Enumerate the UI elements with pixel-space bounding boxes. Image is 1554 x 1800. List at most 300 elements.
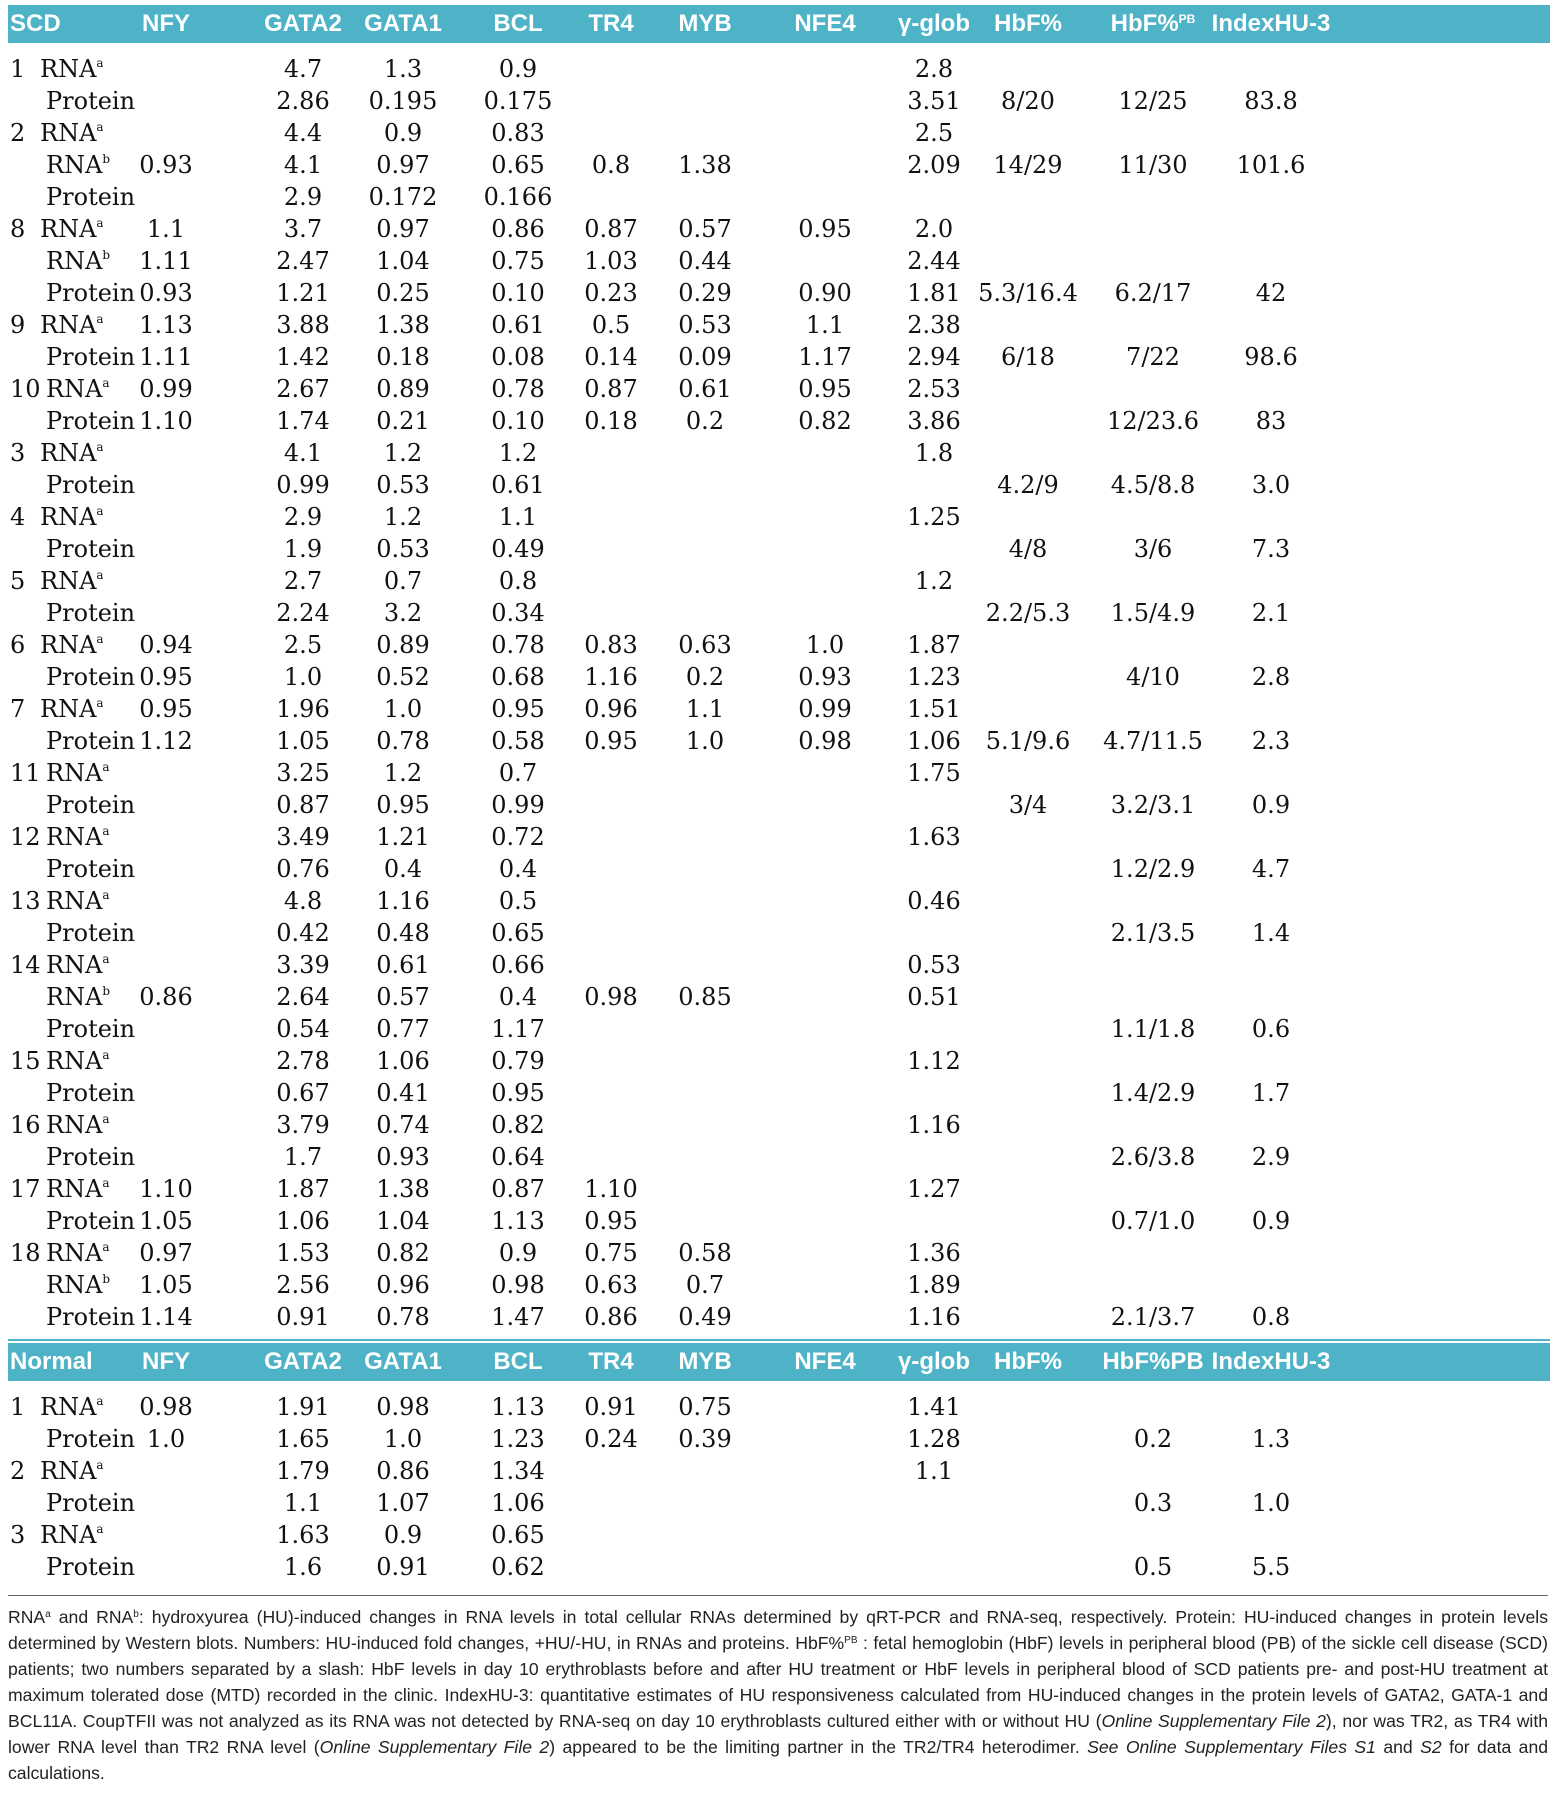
sample-type-label: Protein [46, 279, 136, 307]
sample-type-label: Protein [46, 471, 136, 499]
cell-myb: 1.1 [685, 695, 725, 723]
sample-type [40, 437, 104, 469]
cell-gglob: 1.63 [907, 823, 961, 851]
cell-bcl: 0.68 [491, 663, 545, 691]
cell-gglob: 1.36 [907, 1239, 961, 1267]
sample-type-label: Protein [46, 663, 136, 691]
cell-bcl: 0.65 [491, 919, 545, 947]
cell-gata1: 0.25 [376, 279, 430, 307]
cell-myb: 0.39 [678, 1425, 732, 1453]
cell-bcl: 0.08 [491, 343, 545, 371]
cell-index: 2.8 [1251, 663, 1291, 691]
cell-gglob: 1.06 [907, 727, 961, 755]
cell-gata1: 0.48 [376, 919, 430, 947]
cell-myb: 0.63 [678, 631, 732, 659]
footnote-sup: a [45, 1609, 51, 1620]
cell-gata1: 0.89 [376, 631, 430, 659]
sample-type-label: RNA [46, 759, 103, 787]
cell-gata2: 3.79 [276, 1111, 330, 1139]
sample-type-sup: b [102, 248, 111, 262]
cell-gata1: 3.2 [383, 599, 423, 627]
sample-type-label: RNA [46, 1111, 103, 1139]
cell-nfy: 1.05 [139, 1207, 193, 1235]
table-row [8, 629, 1550, 661]
cell-gata1: 0.78 [376, 1303, 430, 1331]
cell-nfy: 1.0 [146, 1425, 186, 1453]
cell-nfy: 0.99 [139, 375, 193, 403]
col-header-index-hu3: IndexHU-3 [1211, 1348, 1331, 1375]
cell-gglob: 2.09 [907, 151, 961, 179]
col-header-bcl: BCL [493, 1348, 543, 1375]
sample-type [46, 789, 135, 821]
cell-gata2: 2.86 [276, 87, 330, 115]
cell-gglob: 3.86 [907, 407, 961, 435]
cell-nfe4: 0.95 [798, 215, 852, 243]
cell-gglob: 1.2 [914, 567, 954, 595]
cell-hbfpb: 11/30 [1118, 151, 1188, 179]
sample-type [46, 1205, 135, 1237]
cell-bcl: 0.4 [498, 855, 538, 883]
cell-gata1: 1.38 [376, 311, 430, 339]
cell-nfe4: 1.1 [805, 311, 845, 339]
col-header-hbf: HbF% [994, 10, 1062, 37]
cell-gata1: 1.04 [376, 1207, 430, 1235]
cell-gglob: 1.23 [907, 663, 961, 691]
cell-bcl: 1.13 [491, 1393, 545, 1421]
cell-tr4: 0.98 [584, 983, 638, 1011]
cell-nfy: 0.93 [139, 151, 193, 179]
cell-gata2: 1.74 [276, 407, 330, 435]
table-row [8, 693, 1550, 725]
cell-tr4: 0.23 [584, 279, 638, 307]
cell-bcl: 0.58 [491, 727, 545, 755]
footnote-sup: b [133, 1609, 139, 1620]
patient-id: 2 [10, 119, 26, 147]
table-row [8, 789, 1550, 821]
sample-type [46, 181, 135, 213]
table-row [8, 53, 1550, 85]
cell-gata1: 0.9 [383, 119, 423, 147]
cell-myb: 0.61 [678, 375, 732, 403]
cell-tr4: 0.91 [584, 1393, 638, 1421]
sample-type [46, 757, 110, 789]
cell-gata2: 1.87 [276, 1175, 330, 1203]
cell-gata1: 0.97 [376, 215, 430, 243]
cell-gglob: 0.46 [907, 887, 961, 915]
table-row [8, 917, 1550, 949]
sample-type [46, 1045, 110, 1077]
sample-type [46, 1551, 135, 1583]
sample-type-label: Protein [46, 407, 136, 435]
cell-myb: 0.09 [678, 343, 732, 371]
cell-myb: 0.85 [678, 983, 732, 1011]
table-row [8, 1423, 1550, 1455]
cell-gata1: 1.2 [383, 439, 423, 467]
patient-id: 3 [10, 1521, 26, 1549]
table-row [8, 181, 1550, 213]
sample-type [46, 469, 135, 501]
cell-gglob: 1.81 [907, 279, 961, 307]
cell-index: 0.9 [1251, 791, 1291, 819]
sample-type [46, 597, 135, 629]
cell-gglob: 3.51 [907, 87, 961, 115]
sample-type [46, 341, 135, 373]
cell-tr4: 0.63 [584, 1271, 638, 1299]
table-row [8, 885, 1550, 917]
sample-type [40, 53, 104, 85]
col-header-gata1: GATA1 [364, 10, 442, 37]
cell-myb: 1.38 [678, 151, 732, 179]
cell-gata1: 1.38 [376, 1175, 430, 1203]
sample-type-label: RNA [40, 1521, 97, 1549]
table-row [8, 1391, 1550, 1423]
col-header-index-hu3: IndexHU-3 [1211, 10, 1331, 37]
cell-gata1: 0.98 [376, 1393, 430, 1421]
cell-bcl: 1.34 [491, 1457, 545, 1485]
cell-tr4: 0.95 [584, 727, 638, 755]
data-table [8, 5, 1550, 1583]
table-row [8, 725, 1550, 757]
sample-type-label: Protein [46, 599, 136, 627]
cell-gata2: 1.91 [276, 1393, 330, 1421]
footnote-reference: Online Supplementary File 2 [319, 1737, 550, 1757]
sample-type-label: Protein [46, 343, 136, 371]
cell-index: 0.8 [1251, 1303, 1291, 1331]
sample-type-label: Protein [46, 535, 136, 563]
sample-type-sup: a [96, 632, 104, 646]
cell-gata2: 1.42 [276, 343, 330, 371]
cell-bcl: 0.34 [491, 599, 545, 627]
sample-type [46, 1301, 135, 1333]
cell-gglob: 1.89 [907, 1271, 961, 1299]
cell-nfe4: 0.82 [798, 407, 852, 435]
cell-nfy: 0.98 [139, 1393, 193, 1421]
sample-type-label: RNA [46, 951, 103, 979]
cell-gata2: 3.88 [276, 311, 330, 339]
sample-type-label: RNA [46, 1175, 103, 1203]
table-footnote [8, 1595, 1548, 1786]
cell-myb: 0.75 [678, 1393, 732, 1421]
table-row [8, 469, 1550, 501]
cell-tr4: 0.18 [584, 407, 638, 435]
patient-id: 10 [10, 375, 41, 403]
patient-id: 2 [10, 1457, 26, 1485]
table-row [8, 1551, 1550, 1583]
cell-bcl: 0.49 [491, 535, 545, 563]
sample-type-label: RNA [46, 151, 103, 179]
col-header-tr4: TR4 [588, 1348, 634, 1375]
cell-bcl: 0.10 [491, 279, 545, 307]
cell-gata1: 0.74 [376, 1111, 430, 1139]
footnote-reference: See Online Supplementary Files S1 [1087, 1737, 1376, 1757]
sample-type-label: RNA [46, 887, 103, 915]
cell-hbfpb: 7/22 [1126, 343, 1180, 371]
sample-type-sup: a [102, 1048, 110, 1062]
cell-bcl: 0.64 [491, 1143, 545, 1171]
cell-nfy: 0.93 [139, 279, 193, 307]
sample-type-label: RNA [40, 215, 97, 243]
cell-tr4: 1.10 [584, 1175, 638, 1203]
cell-myb: 0.49 [678, 1303, 732, 1331]
cell-hbf: 5.1/9.6 [985, 727, 1071, 755]
cell-bcl: 0.10 [491, 407, 545, 435]
sample-type-label: RNA [40, 567, 97, 595]
cell-bcl: 0.79 [491, 1047, 545, 1075]
sample-type-label: RNA [40, 631, 97, 659]
sample-type [46, 821, 110, 853]
cell-gglob: 1.8 [914, 439, 954, 467]
cell-myb: 0.57 [678, 215, 732, 243]
cell-tr4: 0.96 [584, 695, 638, 723]
cell-index: 42 [1255, 279, 1287, 307]
cell-gglob: 2.0 [914, 215, 954, 243]
sample-type-label: Protein [46, 1553, 136, 1581]
patient-id: 4 [10, 503, 26, 531]
table-row [8, 437, 1550, 469]
cell-nfe4: 0.99 [798, 695, 852, 723]
cell-gata1: 1.0 [383, 1425, 423, 1453]
sample-type-sup: a [102, 1112, 110, 1126]
table-row [8, 213, 1550, 245]
table-row [8, 1301, 1550, 1333]
sample-type-label: Protein [46, 87, 136, 115]
cell-gata2: 3.25 [276, 759, 330, 787]
cell-gata2: 1.21 [276, 279, 330, 307]
sample-type-sup: a [102, 760, 110, 774]
cell-index: 98.6 [1244, 343, 1298, 371]
cell-gata1: 1.0 [383, 695, 423, 723]
cell-gata2: 1.9 [283, 535, 323, 563]
sample-type [46, 405, 135, 437]
sample-type-label: RNA [46, 1047, 103, 1075]
cell-nfy: 0.97 [139, 1239, 193, 1267]
sample-type-label: Protein [46, 1207, 136, 1235]
sample-type [46, 661, 135, 693]
cell-gata1: 0.4 [383, 855, 423, 883]
cell-bcl: 0.95 [491, 695, 545, 723]
cell-tr4: 0.24 [584, 1425, 638, 1453]
sample-type [40, 1455, 104, 1487]
cell-gata2: 0.87 [276, 791, 330, 819]
cell-nfy: 1.13 [139, 311, 193, 339]
col-header-nfy: NFY [142, 10, 190, 37]
scd-header-row [8, 5, 1550, 43]
cell-gata2: 3.39 [276, 951, 330, 979]
cell-hbf: 6/18 [1001, 343, 1055, 371]
cell-gata1: 0.96 [376, 1271, 430, 1299]
col-header-gata1: GATA1 [364, 1348, 442, 1375]
cell-index: 7.3 [1251, 535, 1291, 563]
cell-gata1: 1.04 [376, 247, 430, 275]
cell-gglob: 1.27 [907, 1175, 961, 1203]
patient-id: 7 [10, 695, 26, 723]
cell-bcl: 0.82 [491, 1111, 545, 1139]
cell-index: 4.7 [1251, 855, 1291, 883]
patient-id: 6 [10, 631, 26, 659]
cell-gglob: 1.25 [907, 503, 961, 531]
cell-gata2: 2.67 [276, 375, 330, 403]
cell-myb: 1.0 [685, 727, 725, 755]
cell-gglob: 1.28 [907, 1425, 961, 1453]
cell-gata2: 1.7 [283, 1143, 323, 1171]
cell-gata1: 0.86 [376, 1457, 430, 1485]
cell-gata1: 1.3 [383, 55, 423, 83]
cell-hbfpb: 4.7/11.5 [1103, 727, 1203, 755]
cell-gglob: 1.87 [907, 631, 961, 659]
sample-type [40, 629, 104, 661]
cell-gata1: 1.21 [376, 823, 430, 851]
sample-type-label: Protein [46, 183, 136, 211]
patient-id: 9 [10, 311, 26, 339]
sample-type-label: RNA [40, 1393, 97, 1421]
table-row [8, 1455, 1550, 1487]
sample-type-label: RNA [46, 823, 103, 851]
cell-bcl: 0.78 [491, 375, 545, 403]
sample-type [46, 277, 135, 309]
sample-type-sup: a [96, 56, 104, 70]
cell-hbfpb: 4.5/8.8 [1110, 471, 1196, 499]
cell-nfy: 0.95 [139, 695, 193, 723]
sample-type-sup: a [96, 696, 104, 710]
table-row [8, 85, 1550, 117]
cell-index: 1.7 [1251, 1079, 1291, 1107]
patient-id: 17 [10, 1175, 41, 1203]
cell-tr4: 1.03 [584, 247, 638, 275]
patient-id: 3 [10, 439, 26, 467]
table-row [8, 1519, 1550, 1551]
col-header-hbf: HbF% [994, 1348, 1062, 1375]
cell-gata1: 1.06 [376, 1047, 430, 1075]
table-row [8, 501, 1550, 533]
cell-gglob: 2.8 [914, 55, 954, 83]
cell-gata2: 2.64 [276, 983, 330, 1011]
sample-type [46, 885, 110, 917]
col-header-hbf-pb-sup: PB [1178, 12, 1196, 26]
cell-index: 1.0 [1251, 1489, 1291, 1517]
cell-gata2: 0.99 [276, 471, 330, 499]
cell-hbf: 8/20 [1001, 87, 1055, 115]
cell-gata2: 1.65 [276, 1425, 330, 1453]
cell-bcl: 0.72 [491, 823, 545, 851]
cell-tr4: 0.8 [591, 151, 631, 179]
cell-gata1: 1.16 [376, 887, 430, 915]
patient-id: 13 [10, 887, 41, 915]
cell-gata2: 2.9 [283, 183, 323, 211]
patient-id: 11 [10, 759, 41, 787]
cell-index: 2.3 [1251, 727, 1291, 755]
cell-myb: 0.7 [685, 1271, 725, 1299]
cell-hbf: 4/8 [1008, 535, 1048, 563]
table-row [8, 405, 1550, 437]
col-header-nfe4: NFE4 [794, 10, 856, 37]
cell-index: 83 [1255, 407, 1287, 435]
cell-gata2: 2.24 [276, 599, 330, 627]
cell-gata2: 2.47 [276, 247, 330, 275]
cell-bcl: 0.75 [491, 247, 545, 275]
cell-index: 2.1 [1251, 599, 1291, 627]
sample-type [46, 1013, 135, 1045]
cell-myb: 0.2 [685, 407, 725, 435]
sample-type [46, 1423, 135, 1455]
table-row [8, 277, 1550, 309]
cell-gata1: 1.2 [383, 503, 423, 531]
sample-type-sup: a [96, 440, 104, 454]
table-row [8, 117, 1550, 149]
footnote-text: : hydroxyurea (HU)-induced changes in RNA levels in total cellular RNAs determined by qRT-PCR and RNA-seq, respectively. Protein: HU-induced changes in protein levels determined by Western blots. Numbers: HU-induced fold changes, +HU/-HU, in RNAs and proteins. HbF% [8, 1607, 1548, 1653]
cell-tr4: 0.86 [584, 1303, 638, 1331]
cell-bcl: 0.83 [491, 119, 545, 147]
cell-bcl: 1.1 [498, 503, 538, 531]
patient-id: 5 [10, 567, 26, 595]
sample-type [40, 693, 104, 725]
cell-gglob: 1.41 [907, 1393, 961, 1421]
cell-gata1: 0.41 [376, 1079, 430, 1107]
sample-type-label: Protein [46, 1303, 136, 1331]
table-row [8, 1205, 1550, 1237]
cell-index: 101.6 [1236, 151, 1306, 179]
cell-gglob: 2.5 [914, 119, 954, 147]
table-row [8, 149, 1550, 181]
footnote-text: ), nor was TR2, as TR4 with lower RNA level than TR2 RNA level ( [8, 1711, 1549, 1757]
sample-type-label: RNA [46, 1271, 103, 1299]
cell-gata1: 0.9 [383, 1521, 423, 1549]
normal-rows [8, 1391, 1550, 1583]
sample-type [46, 981, 110, 1013]
cell-gata2: 3.49 [276, 823, 330, 851]
sample-type-label: RNA [40, 311, 97, 339]
sample-type-sup: b [102, 152, 111, 166]
patient-id: 16 [10, 1111, 41, 1139]
table-row [8, 1173, 1550, 1205]
cell-bcl: 0.66 [491, 951, 545, 979]
sample-type-label: Protein [46, 1489, 136, 1517]
cell-gata2: 1.53 [276, 1239, 330, 1267]
sample-type-label: Protein [46, 919, 136, 947]
cell-hbfpb: 1.2/2.9 [1110, 855, 1196, 883]
cell-hbfpb: 12/23.6 [1106, 407, 1200, 435]
cell-nfy: 1.10 [139, 407, 193, 435]
cell-bcl: 1.13 [491, 1207, 545, 1235]
sample-type [46, 1173, 110, 1205]
cell-gata2: 4.7 [283, 55, 323, 83]
cell-nfy: 1.14 [139, 1303, 193, 1331]
cell-gata2: 0.91 [276, 1303, 330, 1331]
sample-type [40, 565, 104, 597]
sample-type [46, 917, 135, 949]
cell-nfy: 1.1 [146, 215, 186, 243]
footnote-text: ) appeared to be the limiting partner in the TR2/TR4 heterodimer. [549, 1737, 1088, 1757]
cell-nfy: 1.10 [139, 1175, 193, 1203]
sample-type-sup: b [102, 984, 111, 998]
sample-type-sup: a [96, 504, 104, 518]
cell-index: 1.3 [1251, 1425, 1291, 1453]
cell-gglob: 1.51 [907, 695, 961, 723]
sample-type-sup: a [96, 568, 104, 582]
sample-type [46, 245, 110, 277]
cell-bcl: 1.2 [498, 439, 538, 467]
cell-tr4: 0.5 [591, 311, 631, 339]
cell-gglob: 0.53 [907, 951, 961, 979]
sample-type-label: RNA [40, 439, 97, 467]
cell-index: 0.9 [1251, 1207, 1291, 1235]
cell-myb: 0.44 [678, 247, 732, 275]
sample-type-label: RNA [46, 247, 103, 275]
sample-type [46, 725, 135, 757]
cell-bcl: 0.4 [498, 983, 538, 1011]
sample-type-sup: a [96, 1458, 104, 1472]
sample-type-label: RNA [40, 1457, 97, 1485]
cell-nfe4: 0.90 [798, 279, 852, 307]
